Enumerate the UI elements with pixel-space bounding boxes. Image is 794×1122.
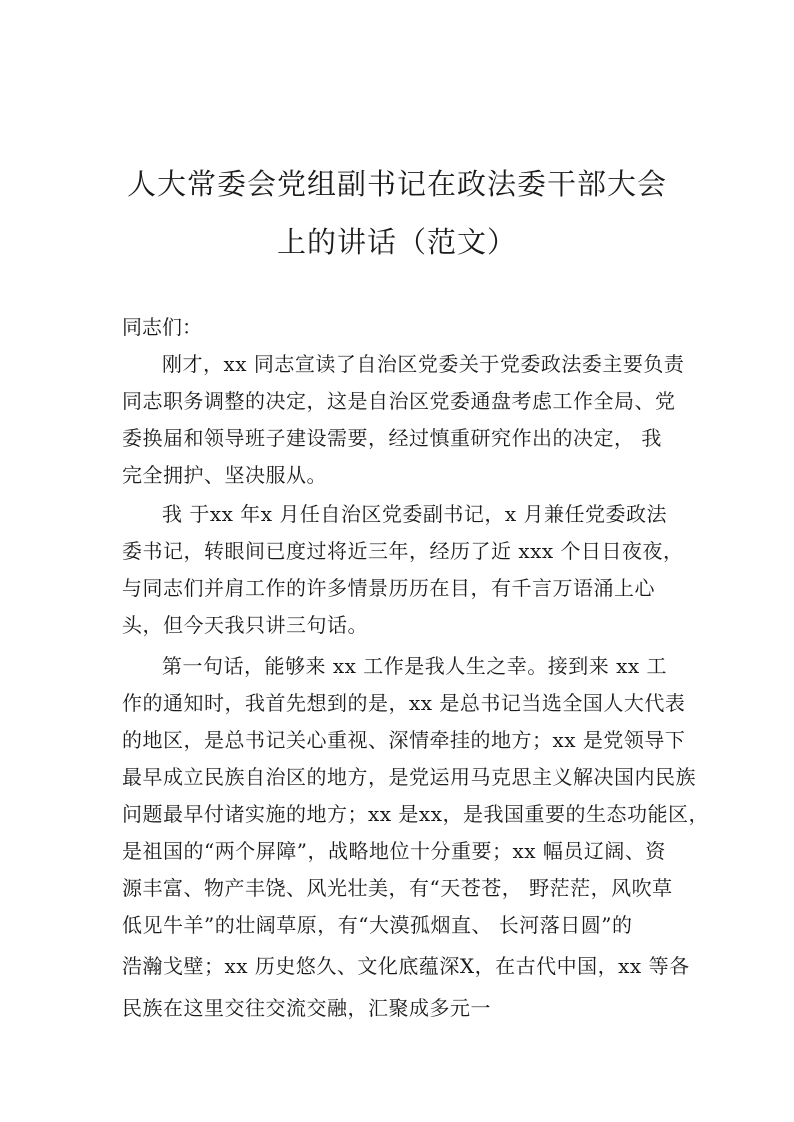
body-line: 委换届和领导班子建设需要，经过慎重研究作出的决定， 我: [122, 426, 662, 450]
body-line: 第一句话，能够来 xx 工作是我人生之幸。接到来 xx 工: [162, 654, 668, 678]
body-line: 头，但今天我只讲三句话。: [122, 613, 368, 637]
body-line: 问题最早付诸实施的地方；xx 是xx，是我国重要的生态功能区，: [122, 802, 709, 826]
body-line: 浩瀚戈壁；xx 历史悠久、文化底蕴深X，在古代中国，xx 等各: [122, 954, 690, 978]
body-line: 委书记，转眼间已度过将近三年，经历了近 xxx 个日日夜夜，: [122, 539, 684, 563]
body-line: 与同志们并肩工作的许多情景历历在目，有千言万语涌上心: [122, 576, 655, 600]
body-line: 民族在这里交往交流交融，汇聚成多元一: [122, 996, 491, 1020]
body-line: 刚才，xx 同志宣读了自治区党委关于党委政法委主要负责: [162, 352, 685, 376]
salutation: 同志们：: [122, 315, 202, 339]
body-line: 我 于xx 年x 月任自治区党委副书记，x 月兼任党委政法: [162, 502, 668, 526]
title-line-1: 人大常委会党组副书记在政法委干部大会: [126, 167, 667, 201]
body-line: 同志职务调整的决定，这是自治区党委通盘考虑工作全局、党: [122, 389, 676, 413]
body-line: 完全拥护、坚决服从。: [122, 463, 327, 487]
body-line: 低见牛羊”的壮阔草原，有“大漠孤烟直、 长河落日圆”的: [122, 913, 633, 937]
title-line-2: 上的讲话（范文）: [276, 225, 517, 259]
body-line: 的地区，是总书记关心重视、深情牵挂的地方；xx 是党领导下: [122, 728, 686, 752]
body-line: 是祖国的“两个屏障”，战略地位十分重要；xx 幅员辽阔、资: [122, 839, 666, 863]
body-line: 作的通知时，我首先想到的是，xx 是总书记当选全国人大代表: [122, 691, 686, 715]
body-line: 最早成立民族自治区的地方，是党运用马克思主义解决国内民族: [122, 765, 696, 789]
body-line: 源丰富、物产丰饶、风光壮美，有“天苍苍， 野茫茫，风吹草: [122, 876, 673, 900]
